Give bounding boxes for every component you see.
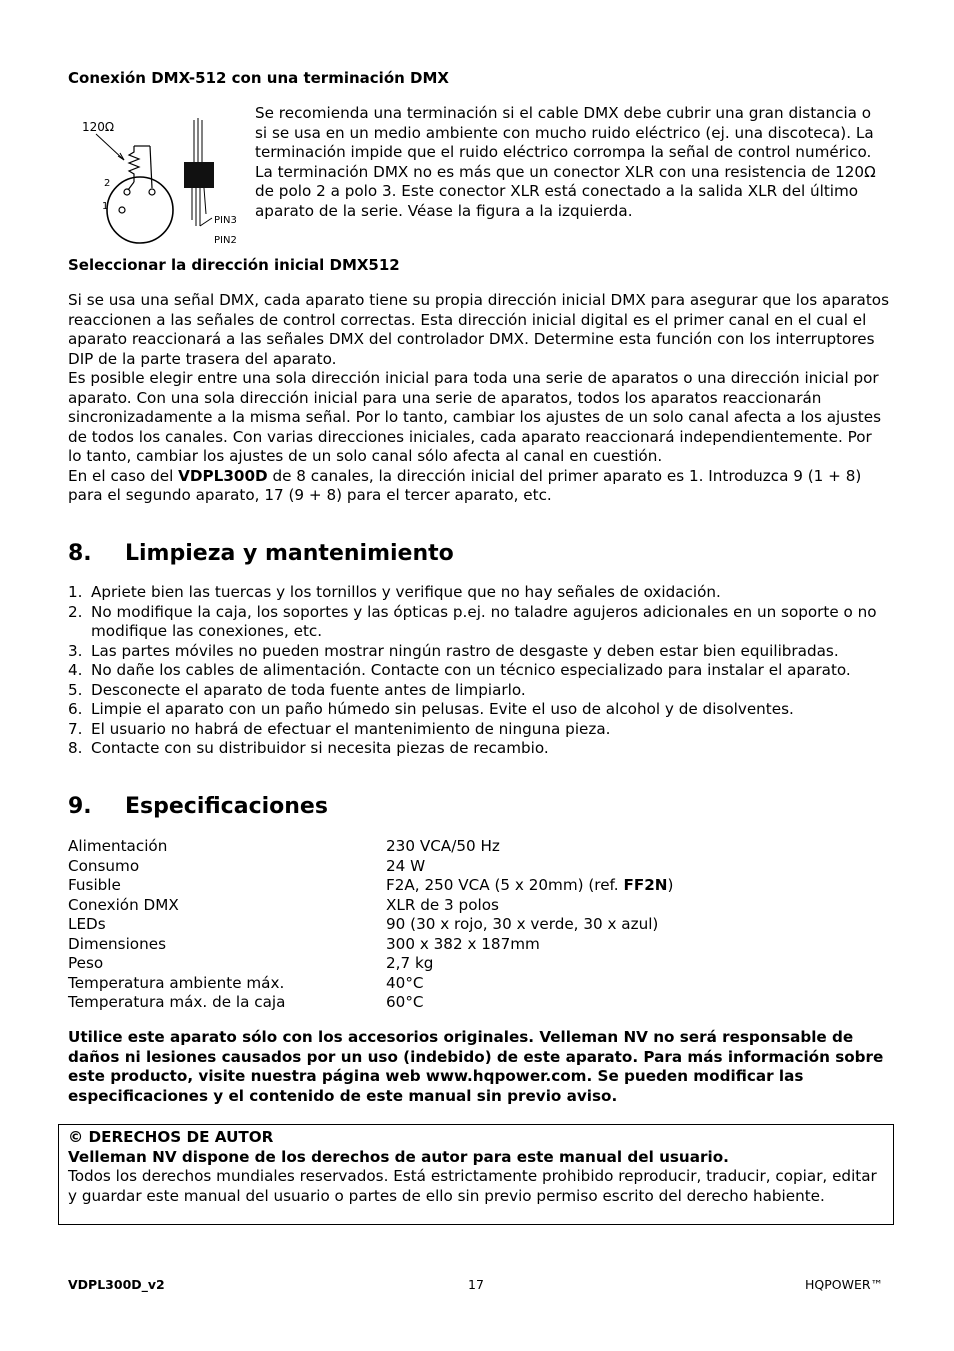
- xlr-termination-figure: [72, 110, 247, 248]
- specifications-heading: [68, 793, 328, 821]
- spec-label: Consumo: [68, 856, 140, 875]
- list-item-number: 4.: [68, 661, 83, 679]
- table-row: [68, 857, 890, 877]
- list-item-text: No dañe los cables de alimentación. Contacte con un técnico especializado para instalar el aparato.: [91, 661, 851, 679]
- maintenance-heading: [68, 540, 454, 568]
- pin2-label: PIN2: [214, 235, 237, 246]
- section-number: 9.: [68, 794, 92, 819]
- spec-value: 40°C: [386, 973, 424, 992]
- model-name: VDPL300D: [178, 466, 268, 485]
- list-item: [68, 583, 890, 603]
- copyright-text: Todos los derechos mundiales reservados. Está estrictamente prohibido reproducir, traducir, copiar, editar y guardar este manual del usuario o partes de ello sin previo permiso escrito del derecho habiente.: [68, 1167, 877, 1205]
- dmx-address-paragraph-3: En el caso del VDPL300D de 8 canales, la dirección inicial del primer aparato es 1. Introduzca 9 (1 + 8) para el segundo aparato, 17 (9 + 8) para el tercer aparato, etc.: [68, 466, 862, 504]
- footer-brand: HQPOWER™: [805, 1277, 884, 1292]
- usage-notice: Utilice este aparato sólo con los accesorios originales. Velleman NV no será responsable de daños ni lesiones causados por un uso (indebido) de este aparato. Para más información sobre este producto, visite nuestra página web www.hqpower.com. Se pueden modificar las especificaciones y el contenido de este manual sin previo aviso.: [68, 1028, 884, 1105]
- pin-1-number: 1: [102, 201, 109, 212]
- list-item-text: Contacte con su distribuidor si necesita piezas de recambio.: [91, 739, 549, 757]
- spec-value: 2,7 kg: [386, 954, 434, 972]
- list-item-text: Apriete bien las tuercas y los tornillos y verifique que no hay señales de oxidación.: [91, 583, 721, 601]
- section-number: 8.: [68, 541, 92, 566]
- dmx-termination-heading: Conexión DMX-512 con una terminación DMX: [68, 69, 449, 87]
- spec-label: Fusible: [68, 876, 121, 894]
- footer-page-number: 17: [468, 1277, 484, 1292]
- dmx-address-paragraph-2: Es posible elegir entre una sola dirección inicial para toda una serie de aparatos o una dirección inicial por aparato. Con una sola dirección inicial para una serie de aparatos, todos los aparatos reaccionarán sincronizadamente a la misma señal. Por lo tanto, cambiar los ajustes de un solo canal afecta a los ajustes de todos los canales. Con varias direcciones iniciales, cada aparato reaccionará independientemente. Por lo tanto, cambiar los ajustes de un solo canal sólo afecta al canal en cuestión.: [68, 369, 882, 465]
- copyright-title: © DERECHOS DE AUTOR: [68, 1128, 274, 1146]
- table-row: [68, 993, 890, 1013]
- table-row: [68, 837, 890, 857]
- list-item-number: 2.: [68, 602, 83, 621]
- spec-value: 60°C: [386, 993, 424, 1011]
- spec-label: Temperatura máx. de la caja: [68, 993, 286, 1011]
- table-row: [68, 876, 890, 896]
- dmx-termination-paragraph: Se recomienda una terminación si el cable DMX debe cubrir una gran distancia o si se usa en un medio ambiente con mucho ruido eléctrico (ej. una discoteca). La terminación impide que el ruido eléctrico corrompa la señal de control numérico. La terminación DMX no es más que un conector XLR con una resistencia de 120Ω de polo 2 a polo 3. Este conector XLR está conectado a la salida XLR del último aparato de la serie. Véase la figura a la izquierda.: [255, 104, 876, 220]
- list-item-text: Desconecte el aparato de toda fuente antes de limpiarlo.: [91, 680, 526, 699]
- list-item: [68, 661, 890, 681]
- spec-label: Temperatura ambiente máx.: [68, 973, 285, 992]
- pin3-label: PIN3: [214, 215, 237, 226]
- spec-label: Dimensiones: [68, 934, 166, 953]
- table-row: [68, 974, 890, 994]
- spec-value: 300 x 382 x 187mm: [386, 934, 540, 953]
- table-row: [68, 935, 890, 955]
- copyright-owner: Velleman NV dispone de los derechos de autor para este manual del usuario.: [68, 1147, 729, 1166]
- list-item-number: 5.: [68, 680, 83, 699]
- list-item-number: 1.: [68, 583, 83, 601]
- table-row: [68, 954, 890, 974]
- list-item-number: 6.: [68, 700, 83, 718]
- spec-value: XLR de 3 polos: [386, 895, 499, 914]
- list-item: [68, 603, 890, 642]
- spec-value: 24 W: [386, 856, 426, 875]
- footer-model: VDPL300D_v2: [68, 1277, 165, 1292]
- section-title: Limpieza y mantenimiento: [125, 541, 454, 566]
- spec-value: 90 (30 x rojo, 30 x verde, 30 x azul): [386, 915, 659, 933]
- spec-label: Peso: [68, 954, 104, 972]
- dmx-address-paragraph-1: Si se usa una señal DMX, cada aparato tiene su propia dirección inicial DMX para asegurar que los aparatos reaccionen a las señales de control correctas. Esta dirección inicial digital es el primer canal en el cual el aparato reaccionará a las señales DMX del controlador DMX. Determine esta función con los interruptores DIP de la parte trasera del aparato.: [68, 291, 889, 368]
- specifications-table: [68, 837, 890, 1013]
- spec-label: Conexión DMX: [68, 895, 179, 914]
- list-item: [68, 700, 890, 720]
- list-item-number: 3.: [68, 641, 83, 660]
- list-item-number: 8.: [68, 739, 83, 757]
- list-item-text: Limpie el aparato con un paño húmedo sin pelusas. Evite el uso de alcohol y de disolventes.: [91, 700, 794, 718]
- copyright-box: [58, 1124, 894, 1225]
- spec-value: 230 VCA/50 Hz: [386, 837, 500, 855]
- table-row: [68, 896, 890, 916]
- list-item-text: No modifique la caja, los soportes y las ópticas p.ej. no taladre agujeros adicionales en un soporte o no modifique las conexiones, etc.: [91, 602, 877, 640]
- spec-label: Alimentación: [68, 837, 168, 855]
- spec-label: LEDs: [68, 915, 106, 933]
- list-item-text: Las partes móviles no pueden mostrar ningún rastro de desgaste y deben estar bien equilibradas.: [91, 641, 839, 660]
- list-item: [68, 739, 890, 759]
- list-item: [68, 681, 890, 701]
- dmx-address-heading: Seleccionar la dirección inicial DMX512: [68, 256, 400, 274]
- pin-2-number: 2: [104, 178, 111, 189]
- section-title: Especificaciones: [125, 794, 328, 819]
- maintenance-list: [68, 583, 890, 759]
- list-item: [68, 642, 890, 662]
- spec-value: F2A, 250 VCA (5 x 20mm) (ref. FF2N): [386, 876, 674, 894]
- resistor-label: 120Ω: [82, 120, 115, 134]
- list-item-text: El usuario no habrá de efectuar el mantenimiento de ninguna pieza.: [91, 719, 611, 738]
- list-item-number: 7.: [68, 719, 83, 738]
- table-row: [68, 915, 890, 935]
- list-item: [68, 720, 890, 740]
